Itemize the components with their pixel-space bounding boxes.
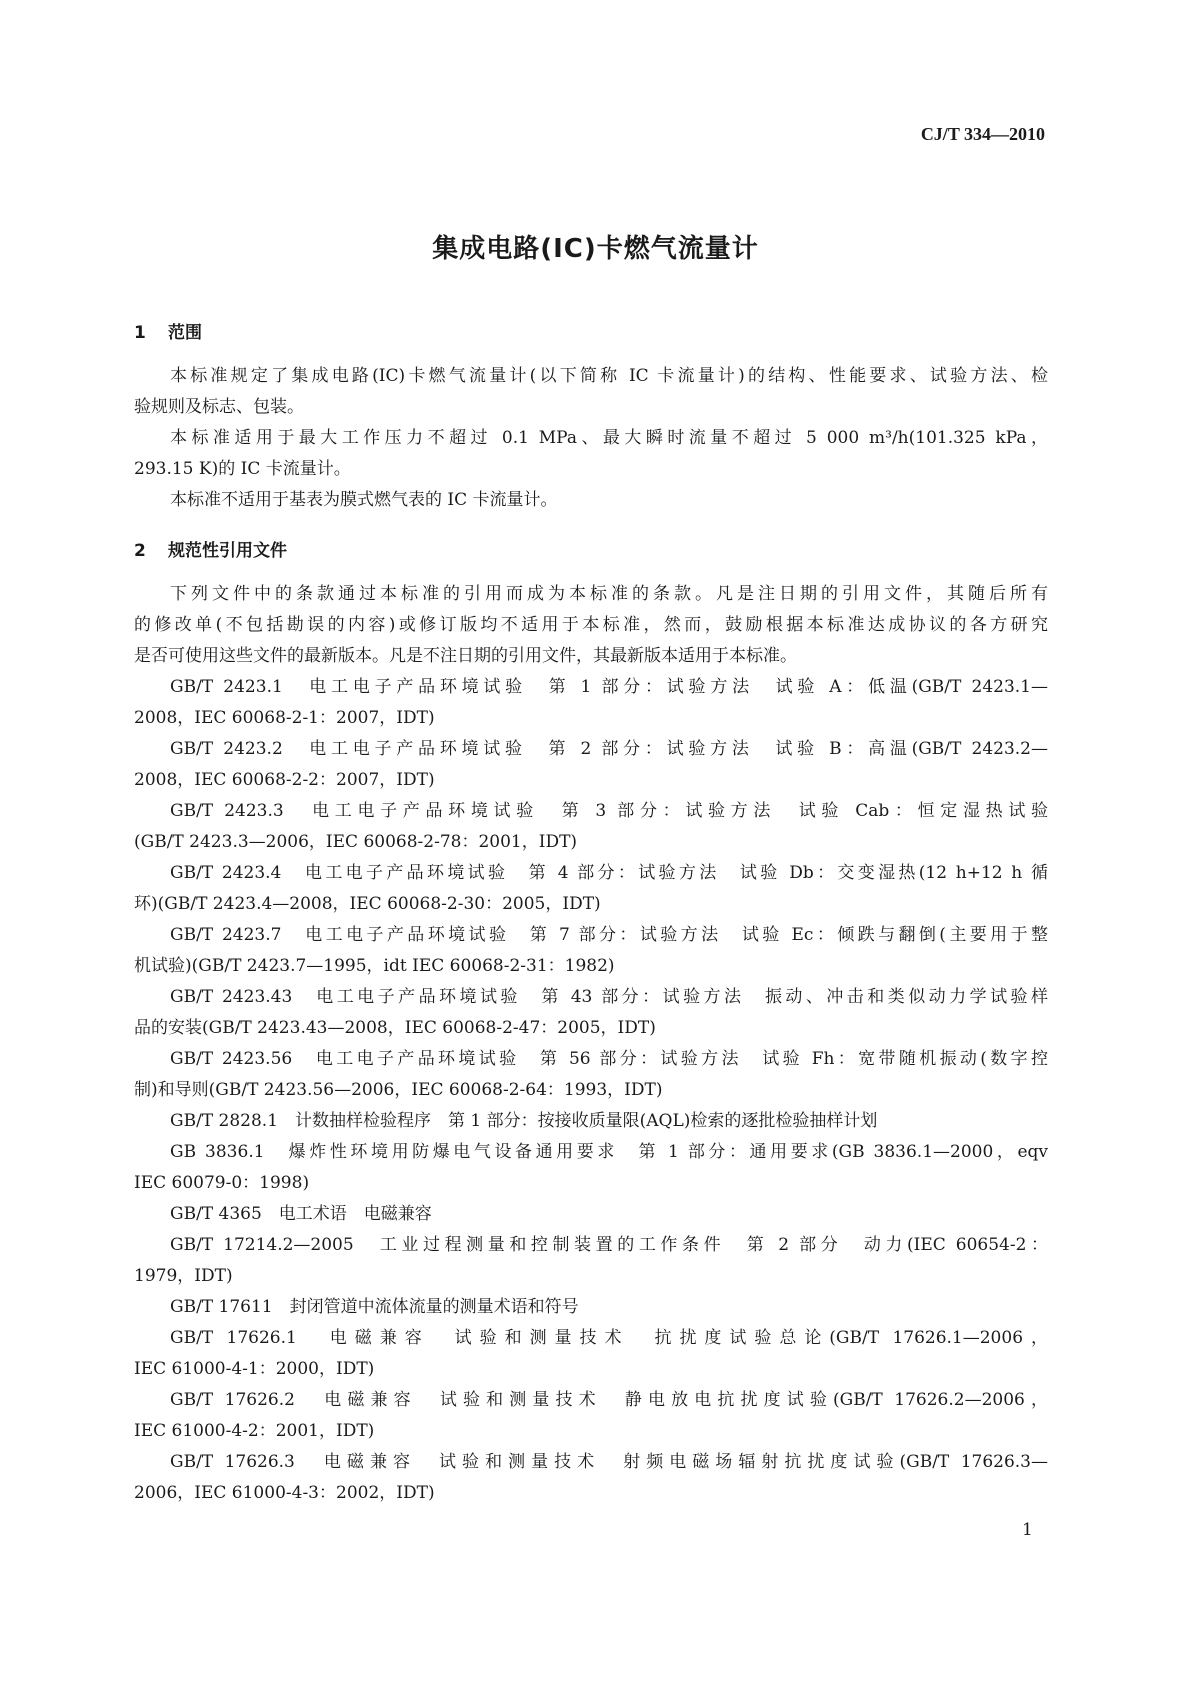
text-line: GB/T 2423.4 电工电子产品环境试验 第 4 部分：试验方法 试验 Db：交变湿热(12 h+12 h 循 xyxy=(170,863,1048,883)
text-line: IEC 61000-4-2：2001，IDT) xyxy=(134,1421,375,1441)
text-line: 是否可使用这些文件的最新版本。凡是不注日期的引用文件，其最新版本适用于本标准。 xyxy=(134,646,797,666)
text-line: GB/T 17626.2 电磁兼容 试验和测量技术 静电放电抗扰度试验(GB/T 17626.2—2006， xyxy=(170,1390,1048,1410)
text-line: GB/T 2423.1 电工电子产品环境试验 第 1 部分：试验方法 试验 A：低温(GB/T 2423.1— xyxy=(170,677,1048,697)
text-line: 制)和导则(GB/T 2423.56—2006，IEC 60068-2-64：1993，IDT) xyxy=(134,1080,663,1100)
reference-entry xyxy=(134,1323,1048,1385)
text-line: 2008，IEC 60068-2-1：2007，IDT) xyxy=(134,708,435,728)
text-line: GB/T 17626.3 电磁兼容 试验和测量技术 射频电磁场辐射抗扰度试验(GB/T 17626.3— xyxy=(170,1452,1048,1472)
reference-entry xyxy=(134,982,1048,1044)
text-line: GB/T 17626.1 电磁兼容 试验和测量技术 抗扰度试验总论(GB/T 17626.1—2006， xyxy=(170,1328,1048,1348)
reference-entry xyxy=(134,1106,1048,1137)
text-line: IEC 61000-4-1：2000，IDT) xyxy=(134,1359,375,1379)
section-scope xyxy=(134,318,1048,516)
reference-entry xyxy=(134,1447,1048,1509)
reference-entry xyxy=(134,858,1048,920)
section-heading xyxy=(134,318,1048,349)
reference-entry xyxy=(134,734,1048,796)
reference-entry xyxy=(134,1199,1048,1230)
paragraph xyxy=(134,361,1048,423)
text-line: GB/T 2423.2 电工电子产品环境试验 第 2 部分：试验方法 试验 B：高温(GB/T 2423.2— xyxy=(170,739,1048,759)
page-number: 1 xyxy=(1022,1520,1033,1540)
section-title: 范围 xyxy=(168,323,202,343)
text-line: 机试验)(GB/T 2423.7—1995，idt IEC 60068-2-31：1982) xyxy=(134,956,615,976)
text-line: 1979，IDT) xyxy=(134,1266,233,1286)
text-line: GB/T 2423.56 电工电子产品环境试验 第 56 部分：试验方法 试验 Fh：宽带随机振动(数字控 xyxy=(170,1049,1048,1069)
standard-code-header: CJ/T 334—2010 xyxy=(920,124,1045,144)
section-number: 2 xyxy=(134,541,146,561)
reference-entry xyxy=(134,672,1048,734)
section-normative-references xyxy=(134,536,1048,1509)
text-line: 下列文件中的条款通过本标准的引用而成为本标准的条款。凡是注日期的引用文件，其随后所有 xyxy=(170,584,1048,604)
text-line: GB 3836.1 爆炸性环境用防爆电气设备通用要求 第 1 部分：通用要求(GB 3836.1—2000，eqv xyxy=(170,1142,1048,1162)
text-line: 293.15 K)的 IC 卡流量计。 xyxy=(134,459,351,479)
reference-entry xyxy=(134,1230,1048,1292)
paragraph xyxy=(134,423,1048,485)
reference-entry xyxy=(134,796,1048,858)
document-title: 集成电路(IC)卡燃气流量计 xyxy=(432,234,759,264)
reference-entry xyxy=(134,1385,1048,1447)
text-line: 的修改单(不包括勘误的内容)或修订版均不适用于本标准，然而，鼓励根据本标准达成协议的各方研究 xyxy=(134,615,1048,635)
text-line: 2008，IEC 60068-2-2：2007，IDT) xyxy=(134,770,435,790)
paragraph xyxy=(134,485,1048,516)
section-number: 1 xyxy=(134,323,146,343)
section-heading xyxy=(134,536,1048,567)
reference-entry xyxy=(134,1044,1048,1106)
text-line: 本标准规定了集成电路(IC)卡燃气流量计(以下简称 IC 卡流量计)的结构、性能要求、试验方法、检 xyxy=(170,366,1048,386)
reference-entry xyxy=(134,1292,1048,1323)
text-line: 环)(GB/T 2423.4—2008，IEC 60068-2-30：2005，IDT) xyxy=(134,894,601,914)
text-line: GB/T 4365 电工术语 电磁兼容 xyxy=(170,1204,432,1224)
reference-entry xyxy=(134,920,1048,982)
text-line: IEC 60079-0：1998) xyxy=(134,1173,310,1193)
text-line: GB/T 2423.43 电工电子产品环境试验 第 43 部分：试验方法 振动、冲击和类似动力学试验样 xyxy=(170,987,1048,1007)
text-line: 本标准适用于最大工作压力不超过 0.1 MPa、最大瞬时流量不超过 5 000 m³/h(101.325 kPa， xyxy=(170,428,1048,448)
text-line: (GB/T 2423.3—2006，IEC 60068-2-78：2001，IDT) xyxy=(134,832,578,852)
text-line: GB/T 2423.3 电工电子产品环境试验 第 3 部分：试验方法 试验 Cab：恒定湿热试验 xyxy=(170,801,1048,821)
text-line: GB/T 2423.7 电工电子产品环境试验 第 7 部分：试验方法 试验 Ec：倾跌与翻倒(主要用于整 xyxy=(170,925,1048,945)
text-line: 品的安装(GB/T 2423.43—2008，IEC 60068-2-47：2005，IDT) xyxy=(134,1018,656,1038)
paragraph xyxy=(134,579,1048,672)
reference-entry xyxy=(134,1137,1048,1199)
section-title: 规范性引用文件 xyxy=(168,541,287,561)
text-line: GB/T 17214.2—2005 工业过程测量和控制装置的工作条件 第 2 部分 动力(IEC 60654-2： xyxy=(170,1235,1048,1255)
text-line: GB/T 2828.1 计数抽样检验程序 第 1 部分：按接收质量限(AQL)检索的逐批检验抽样计划 xyxy=(170,1111,878,1131)
text-line: 2006，IEC 61000-4-3：2002，IDT) xyxy=(134,1483,435,1503)
text-line: 验规则及标志、包装。 xyxy=(134,397,304,417)
text-line: 本标准不适用于基表为膜式燃气表的 IC 卡流量计。 xyxy=(170,490,558,510)
text-line: GB/T 17611 封闭管道中流体流量的测量术语和符号 xyxy=(170,1297,579,1317)
